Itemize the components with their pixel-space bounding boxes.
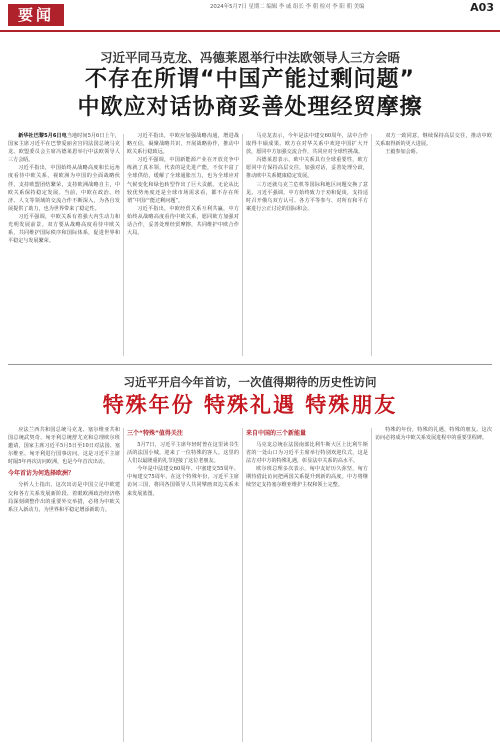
article1-paragraph: 习近平指出，中欧经贸关系互利共赢，中方始终从战略高度看待中欧关系，愿同欧方加强对话合作，妥善处理经贸摩擦，共同维护中欧合作大局。 [127,205,239,237]
masthead-bar [0,0,500,32]
section-tag: 要闻 [8,4,64,26]
article2-column-1 [8,426,120,744]
article2-paragraph: 今年是中法建交60周年、中塞建交55周年、中匈建交75周年。在这个特殊年份，习近平主席访问三国，将同各国领导人共同擘画双边关系未来发展蓝图。 [127,466,239,497]
masthead-dateline: 2024年5月7日 星期二 编辑 李 戚 组长 李 朝 检对 李 阳 朝 美编 [210,4,365,10]
page-number: A03 [470,1,494,14]
article2-subhead: 来自中国的三个新能量 [246,430,307,437]
article1-paragraph: 习近平指出，中欧应加强战略沟通，增进战略互信，凝聚战略共识，开展战略协作，推动中欧关系行稳致远。 [127,133,239,156]
article2-column-3 [246,426,368,744]
section-divider [8,364,492,365]
column-rule [371,428,372,742]
article2-subhead: 今年首访为何选择欧洲？ [8,470,75,478]
article2-column-4 [375,426,492,744]
article2-subhead: 三个“特殊”值得关注 [127,430,183,437]
article2-headline: 特殊年份 特殊礼遇 特殊朋友 [102,393,398,417]
column-rule [123,134,124,356]
article1-dateline-lead: 新华社巴黎5月6日电 [18,133,67,139]
article1-column-3 [246,132,368,358]
column-rule [242,428,243,742]
article1-paragraph: 习近平指出，中国始终从战略高度和长远角度看待中欧关系，视欧洲为中国的全面战略伙伴，支持欧盟团结繁荣，支持欧洲战略自主，中欧关系保持稳定发展。当前，中欧在政治、经济、人文等领域的交流合作不断深入，为各自发展提供了助力，也为世界带来了稳定性。 [8,165,120,212]
article2-paragraph: 特殊的年份，特殊的礼遇，特殊的朋友。这次访问必将成为中欧关系发展进程中的重要里程碑。 [375,427,492,442]
column-rule [123,428,124,742]
article1-column-4 [375,132,492,358]
column-rule [242,134,243,356]
article1-paragraph: 双方一致同意，继续保持高层交往，推动中欧关系取得新的更大进展。 [375,133,492,148]
article1-kicker: 习近平同马克龙、冯德莱恩举行中法欧领导人三方会晤 [99,50,400,65]
article1-paragraph: 三方还就乌克兰危机等国际和地区问题交换了意见。习近平强调，中方始终致力于劝和促谈，支持适时召开俄乌双方认可、各方平等参与、对所有和平方案进行公正讨论的国际和会。 [246,181,368,212]
article1-paragraph: 习近平强调，中国新能源产业在开放竞争中练就了真本领，代表的是先进产能，不仅丰富了全球供给，缓解了全球通胀压力，也为全球应对气候变化和绿色转型作出了巨大贡献。无论从比较优势角度还是全球市场需求看，都不存在所谓“中国产能过剩问题”。 [127,157,239,204]
article2-paragraph: 应法兰西共和国总统马克龙、塞尔维亚共和国总统武契奇、匈牙利总统舒尤克和总理欧尔班邀请，国家主席习近平5月5日至10日对法国、塞尔维亚、匈牙利进行国事访问。这是习近平主席时隔5年再次访问欧洲，也是今年首次出访。 [8,427,120,466]
article1-headline-line1: 不存在所谓“中国产能过剩问题” [85,67,415,92]
article1-paragraph: 习近平强调，中欧关系有着强大内生动力和光明发展前景。双方要从战略高度看待中欧关系，共同维护国际秩序和国际体系，促进世界和平稳定与发展繁荣。 [8,213,120,245]
article1-paragraph: 马克龙表示，今年是法中建交60周年，法中合作取得丰硕成果。欧方在对华关系中欢迎中国扩大开放，愿同中方加强交流合作，共同应对全球性挑战。 [246,133,368,156]
article2-paragraph: 分析人士指出，这次出访是中国立足中欧建交和各方关系发展新阶段、着眼欧洲政治经济格局深刻调整作出的重要外交举措，必将为中欧关系注入新动力，为世界和平稳定增添新助力。 [8,482,120,513]
column-rule [371,134,372,356]
article2-paragraph: 马克龙总统在法国南部比利牛斯大区上比利牛斯省的一处山口为习近平主席举行特别欢迎仪式，这是法方对中方的特殊礼遇，彰显法中关系的高水平。 [246,442,368,465]
article1-column-2 [127,132,239,358]
article1-paragraph: 冯德莱恩表示，欧中关系具有全球重要性，欧方愿同中方保持高层交往，加强对话，妥善处理分歧，推动欧中关系健康稳定发展。 [246,157,368,180]
article1-headline-line2: 中欧应对话协商妥善处理经贸摩擦 [77,95,423,120]
article2-column-2 [127,426,239,744]
article2-paragraph: 5月7日，习近平主席年轻时曾在这里读书生活的法国小城，迎来了一位特殊的客人。这里的人们以最隆重的礼节迎接了这位老朋友。 [127,442,239,465]
article2-paragraph: 欧尔班总理多次表示，匈中友好历久弥坚，匈方期待借此访问把两国关系提升到新的高度。中方将继续坚定支持塞尔维亚维护主权和领土完整。 [246,466,368,489]
article2-kicker: 习近平开启今年首访，一次值得期待的历史性访问 [123,375,377,389]
article1-paragraph: 当地时间5月6日上午，国家主席习近平在巴黎爱丽舍宫同法国总统马克龙、欧盟委员会主席冯德莱恩举行中法欧领导人三方会晤。 [8,133,120,164]
article1-column-1 [8,132,120,358]
article1-paragraph: 王毅参加会晤。 [385,149,421,156]
